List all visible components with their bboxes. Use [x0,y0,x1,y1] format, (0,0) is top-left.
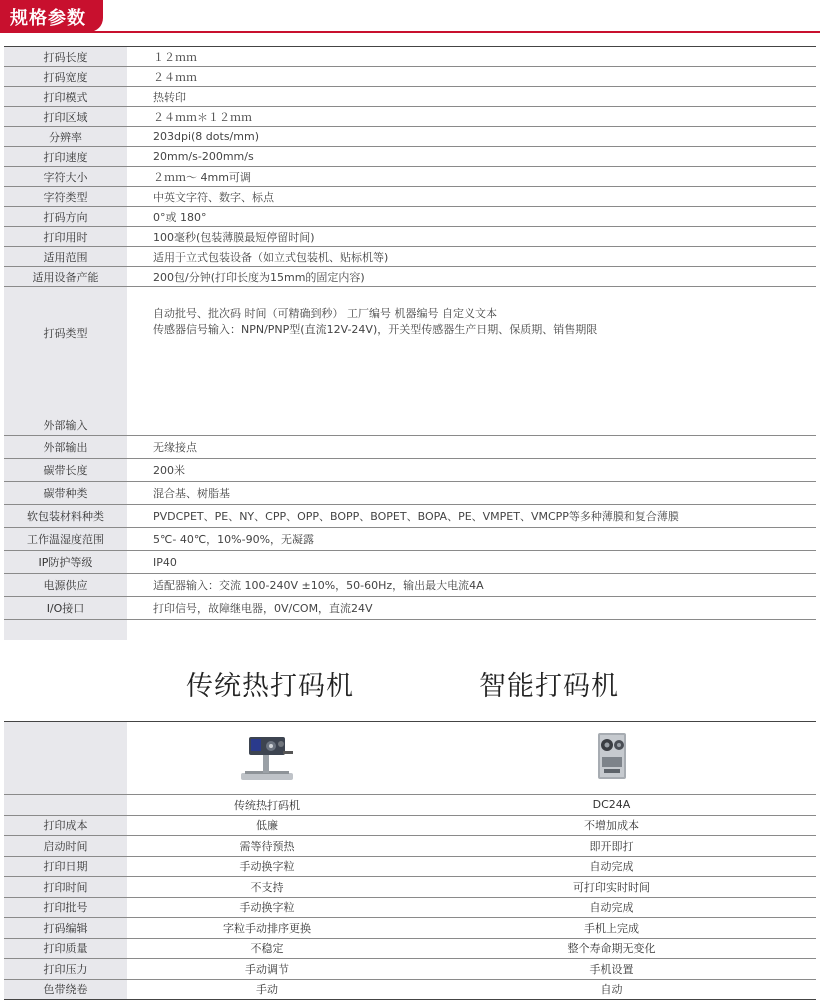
traditional-value: 手动调节 [127,959,407,980]
spec-label: 外部输出 [4,436,127,459]
comparison-row [4,897,816,918]
smart-value: 不增加成本 [407,815,816,836]
spec-value: 203dpi(8 dots/mm) [127,127,816,147]
spec-value: ２４ｍｍ＊１２ｍｍ [127,107,816,127]
spec-value: 0°或 180° [127,207,816,227]
smart-value: 自动完成 [407,897,816,918]
spec-row [4,47,816,67]
spec-row [4,87,816,107]
spec-value: 5℃- 40℃，10%-90%，无凝露 [127,528,816,551]
spec-label: 软包装材料种类 [4,505,127,528]
spec-label: 适用设备产能 [4,267,127,287]
spec-row [4,107,816,127]
smart-value: 可打印实时时间 [407,877,816,898]
smart-value: 自动完成 [407,856,816,877]
spec-row [4,127,816,147]
spec-row [4,267,816,287]
spec-value: 适用于立式包装设备（如立式包装机、贴标机等) [127,247,816,267]
comparison-label: 打印时间 [4,877,127,898]
smart-heading: 智能打码机 [479,671,619,702]
spec-value: ２４ｍｍ [127,67,816,87]
spec-label-external-input: 外部输入 [43,419,88,432]
smart-image-cell [407,722,816,795]
traditional-printer-image [237,731,297,786]
spec-row [4,247,816,267]
spec-row [4,574,816,597]
spec-row [4,227,816,247]
spec-value: 无缘接点 [127,436,816,459]
spec-label: 字符类型 [4,187,127,207]
traditional-value: 不稳定 [127,938,407,959]
spec-row [4,482,816,505]
spec-value: 200包/分钟(打印长度为15mm的固定内容) [127,267,816,287]
spec-value-cell [127,287,816,436]
comparison-row [4,856,816,877]
spec-value: 适配器输入：交流 100-240V ±10%，50-60Hz，输出最大电流4A [127,574,816,597]
spec-label: 打码长度 [4,47,127,67]
spec-value: 100毫秒(包装薄膜最短停留时间) [127,227,816,247]
comparison-row [4,959,816,980]
spec-table [4,46,816,640]
traditional-value: 手动换字粒 [127,897,407,918]
spec-value: １２ｍｍ [127,47,816,67]
traditional-value: 不支持 [127,877,407,898]
smart-value: 手机设置 [407,959,816,980]
traditional-value: 低廉 [127,815,407,836]
smart-value: 手机上完成 [407,918,816,939]
comparison-label: 色带绕卷 [4,979,127,1000]
comparison-row [4,938,816,959]
spec-row [4,67,816,87]
traditional-image-cell [127,722,407,795]
spec-label: 电源供应 [4,574,127,597]
spec-label: 打码方向 [4,207,127,227]
spec-label: 字符大小 [4,167,127,187]
spec-row [4,597,816,620]
traditional-heading: 传统热打码机 [186,671,354,702]
spec-row [4,551,816,574]
spec-label: 打印模式 [4,87,127,107]
spec-value: 200米 [127,459,816,482]
spec-value: 中英文字符、数字、标点 [127,187,816,207]
comparison-row [4,877,816,898]
spec-value: 热转印 [127,87,816,107]
smart-value: 即开即打 [407,836,816,857]
spec-label-code-type: 打码类型 [43,327,88,340]
spec-label: 适用范围 [4,247,127,267]
comparison-row [4,918,816,939]
spec-value-line: 自动批号、批次码 时间（可精确到秒） 工厂编号 机器编号 自定义文本 [153,307,497,320]
spec-row [4,147,816,167]
spec-row [4,436,816,459]
comparison-heading [0,664,820,700]
comparison-row [4,836,816,857]
spec-value: 打印信号，故障继电器，0V/COM，直流24V [127,597,816,620]
smart-value: 整个寿命期无变化 [407,938,816,959]
comparison-label: 打印日期 [4,856,127,877]
spec-label: 打印用时 [4,227,127,247]
section-title-tab [0,0,103,32]
smart-value: 自动 [407,979,816,1000]
spec-label: I/O接口 [4,597,127,620]
comparison-label: 打码编辑 [4,918,127,939]
spec-value: PVDCPET、PE、NY、CPP、OPP、BOPP、BOPET、BOPA、PE、VMPET、VMCPP等多种薄膜和复合薄膜 [127,505,816,528]
spec-value: IP40 [127,551,816,574]
product-name-row [4,795,816,816]
spec-row [4,167,816,187]
spec-row [4,459,816,482]
spec-row [4,187,816,207]
traditional-value: 手动 [127,979,407,1000]
section-title: 规格参数 [10,8,86,29]
smart-printer-image [592,729,632,788]
spec-value: 混合基、树脂基 [127,482,816,505]
smart-product-name: DC24A [407,795,816,816]
traditional-value: 需等待预热 [127,836,407,857]
comparison-label: 打印成本 [4,815,127,836]
spec-label: 分辨率 [4,127,127,147]
comparison-label: 打印质量 [4,938,127,959]
comparison-row [4,815,816,836]
comparison-label: 打印批号 [4,897,127,918]
comparison-label: 启动时间 [4,836,127,857]
spec-label: 打印速度 [4,147,127,167]
spec-label: 碳带长度 [4,459,127,482]
spec-value: ２ｍｍ～ 4mm可调 [127,167,816,187]
spec-label: IP防护等级 [4,551,127,574]
spec-label: 打印区域 [4,107,127,127]
spec-row [4,207,816,227]
product-image-row [4,722,816,795]
spec-value-line: 传感器信号输入：NPN/PNP型(直流12V-24V)，开关型传感器生产日期、保质期、销售期限 [153,323,598,336]
spec-row-empty [4,620,816,641]
spec-row [4,505,816,528]
section-title-underline [0,31,820,33]
spec-label: 工作温湿度范围 [4,528,127,551]
spec-row-multi [4,287,816,436]
traditional-value: 手动换字粒 [127,856,407,877]
traditional-product-name: 传统热打码机 [127,795,407,816]
comparison-label: 打印压力 [4,959,127,980]
traditional-value: 字粒手动排序更换 [127,918,407,939]
spec-row [4,528,816,551]
spec-label-cell [4,287,127,436]
spec-label: 打码宽度 [4,67,127,87]
spec-value: 20mm/s-200mm/s [127,147,816,167]
comparison-table [4,721,816,1000]
comparison-row [4,979,816,1000]
spec-label: 碳带种类 [4,482,127,505]
